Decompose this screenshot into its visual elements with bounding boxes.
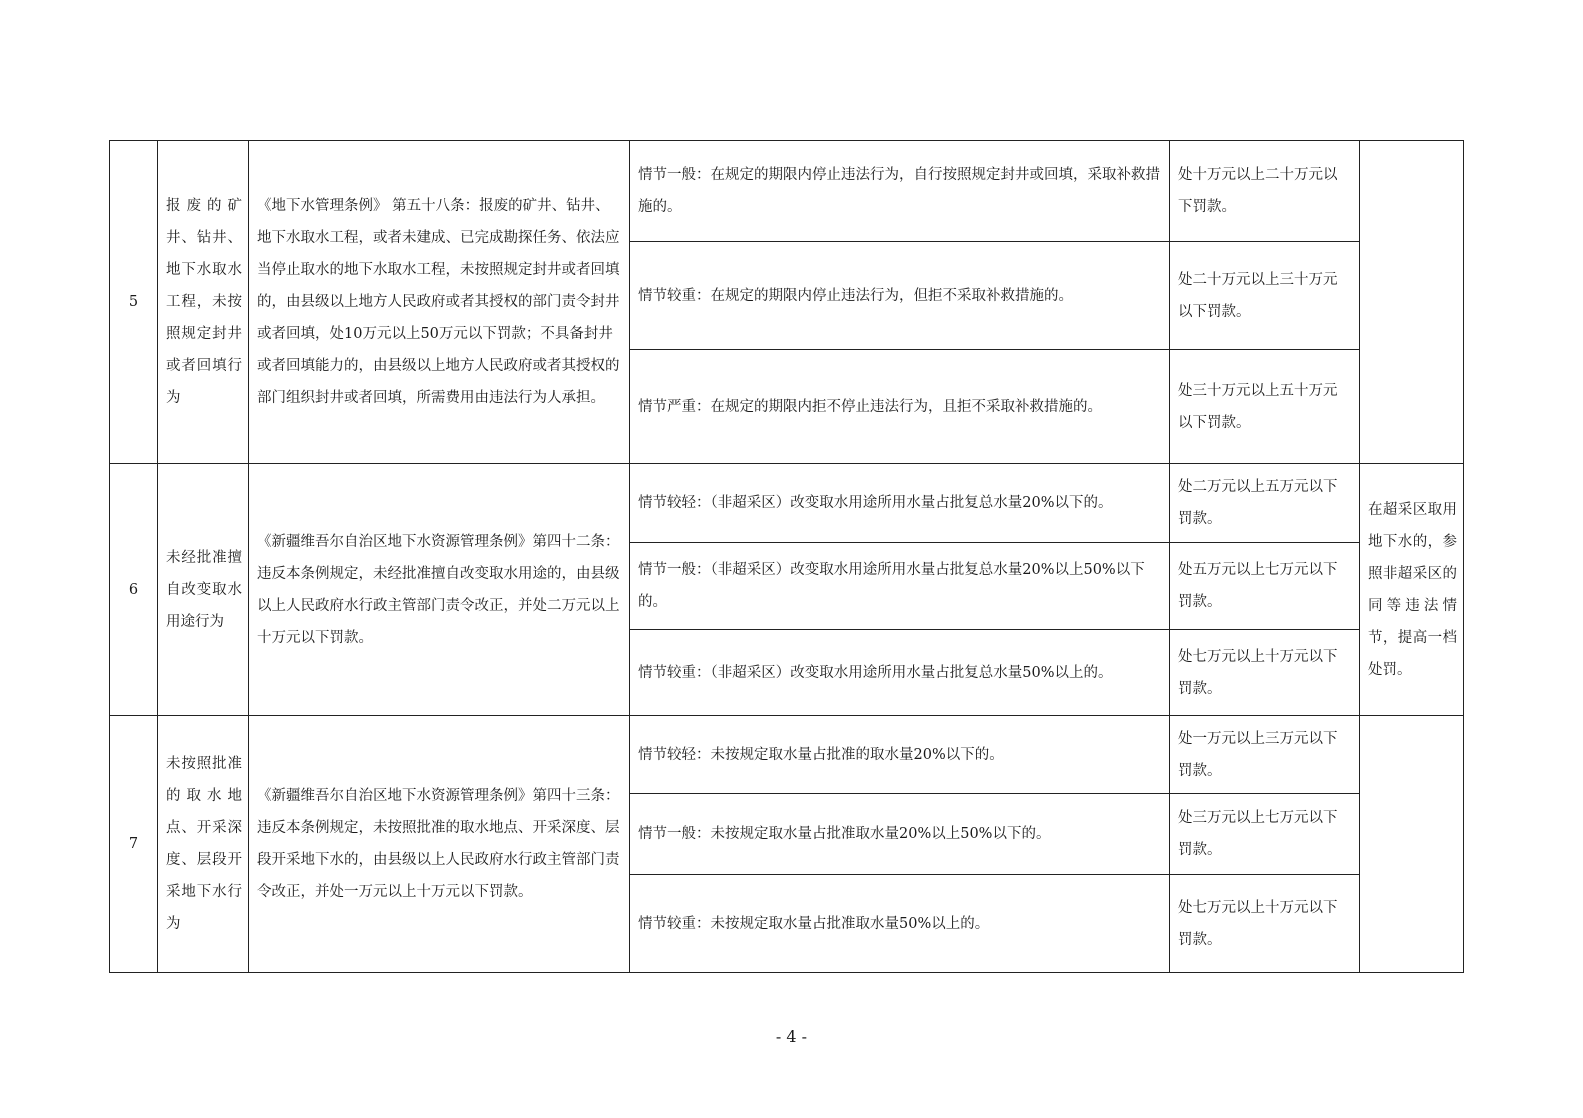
circumstance-description: 情节较重：（非超采区）改变取水用途所用水量占批复总水量50%以上的。 xyxy=(630,630,1170,716)
penalty-standards-table xyxy=(109,140,1464,973)
circumstance-description: 情节一般：在规定的期限内停止违法行为，自行按照规定封井或回填，采取补救措施的。 xyxy=(630,141,1170,242)
penalty-standard: 处十万元以上二十万元以下罚款。 xyxy=(1170,141,1360,242)
circumstance-description: 情节较重：未按规定取水量占批准取水量50%以上的。 xyxy=(630,875,1170,973)
row-index: 7 xyxy=(110,716,158,973)
penalty-standard: 处七万元以上十万元以下罚款。 xyxy=(1170,875,1360,973)
violation-name: 未经批准擅自改变取水用途行为 xyxy=(158,464,249,716)
row-index: 5 xyxy=(110,141,158,464)
circumstance-description: 情节较重：在规定的期限内停止违法行为，但拒不采取补救措施的。 xyxy=(630,242,1170,350)
table-row xyxy=(110,141,1464,242)
legal-basis: 《新疆维吾尔自治区地下水资源管理条例》第四十三条：违反本条例规定，未按照批准的取水地点、开采深度、层段开采地下水的，由县级以上人民政府水行政主管部门责令改正，并处一万元以上十万元以下罚款。 xyxy=(249,716,630,973)
penalty-standard: 处七万元以上十万元以下罚款。 xyxy=(1170,630,1360,716)
circumstance-description: 情节一般：（非超采区）改变取水用途所用水量占批复总水量20%以上50%以下的。 xyxy=(630,543,1170,630)
table-row xyxy=(110,464,1464,543)
table-row xyxy=(110,716,1464,794)
penalty-standard: 处一万元以上三万元以下罚款。 xyxy=(1170,716,1360,794)
violation-name: 报废的矿井、钻井、地下水取水工程，未按照规定封井或者回填行为 xyxy=(158,141,249,464)
page-number: - 4 - xyxy=(775,1027,808,1046)
circumstance-description: 情节较轻：未按规定取水量占批准的取水量20%以下的。 xyxy=(630,716,1170,794)
penalty-standard: 处三万元以上七万元以下罚款。 xyxy=(1170,794,1360,875)
legal-basis: 《地下水管理条例》 第五十八条：报废的矿井、钻井、地下水取水工程，或者未建成、已完成勘探任务、依法应当停止取水的地下水取水工程，未按照规定封井或者回填的，由县级以上地方人民政府或者其授权的部门责令封井或者回填，处10万元以上50万元以下罚款；不具备封井或者回填能力的，由县级以上地方人民政府或者其授权的部门组织封井或者回填，所需费用由违法行为人承担。 xyxy=(249,141,630,464)
penalty-standard: 处五万元以上七万元以下罚款。 xyxy=(1170,543,1360,630)
remarks-cell xyxy=(1360,141,1464,464)
penalty-standard: 处二万元以上五万元以下罚款。 xyxy=(1170,464,1360,543)
row-index: 6 xyxy=(110,464,158,716)
circumstance-description: 情节一般：未按规定取水量占批准取水量20%以上50%以下的。 xyxy=(630,794,1170,875)
remarks-cell: 在超采区取用地下水的，参照非超采区的同等违法情节，提高一档处罚。 xyxy=(1360,464,1464,716)
circumstance-description: 情节严重：在规定的期限内拒不停止违法行为，且拒不采取补救措施的。 xyxy=(630,350,1170,464)
violation-name: 未按照批准的取水地点、开采深度、层段开采地下水行为 xyxy=(158,716,249,973)
penalty-standard: 处三十万元以上五十万元以下罚款。 xyxy=(1170,350,1360,464)
circumstance-description: 情节较轻：（非超采区）改变取水用途所用水量占批复总水量20%以下的。 xyxy=(630,464,1170,543)
legal-basis: 《新疆维吾尔自治区地下水资源管理条例》第四十二条：违反本条例规定，未经批准擅自改变取水用途的，由县级以上人民政府水行政主管部门责令改正，并处二万元以上十万元以下罚款。 xyxy=(249,464,630,716)
penalty-standard: 处二十万元以上三十万元以下罚款。 xyxy=(1170,242,1360,350)
remarks-cell xyxy=(1360,716,1464,973)
